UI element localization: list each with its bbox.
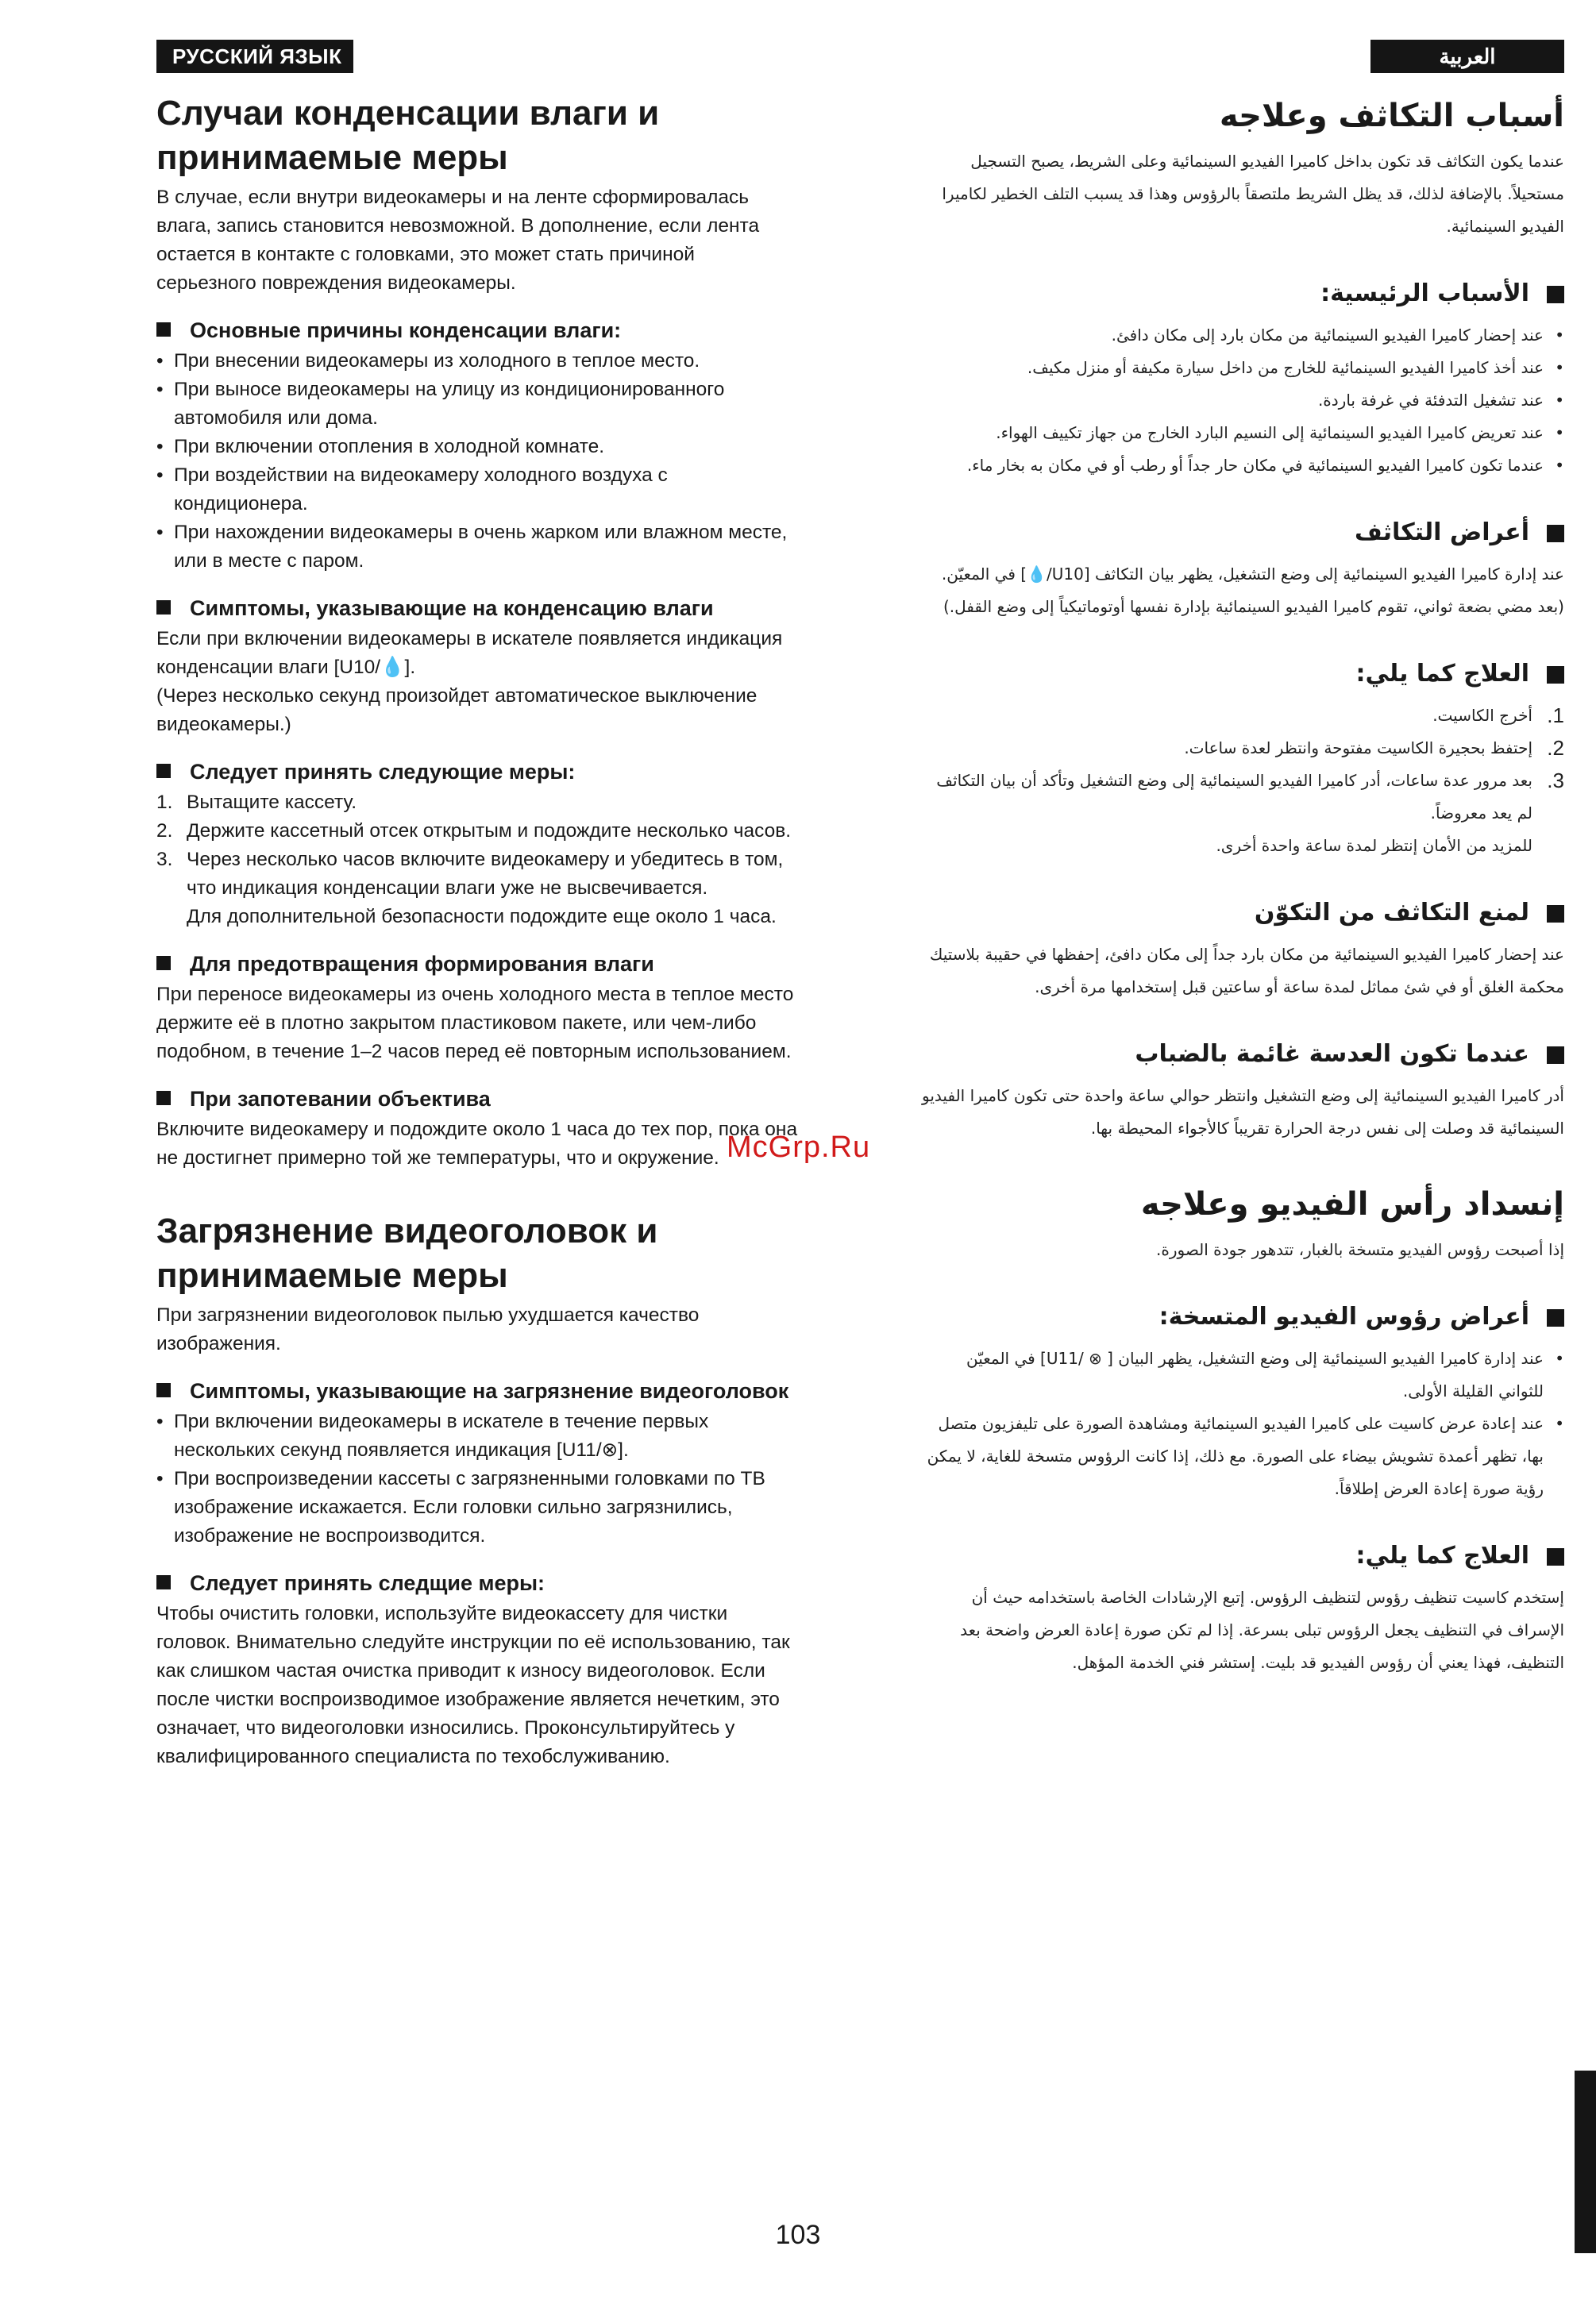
list-item: • عند تشغيل التدفئة في غرفة باردة.	[919, 384, 1564, 417]
russian-language-tag: РУССКИЙ ЯЗЫК	[156, 40, 353, 73]
list-item: 3. بعد مرور عدة ساعات، أدر كاميرا الفيديو السينمائية إلى وضع التشغيل وتأكد أن بيان التكاثف لم يعد معروضاً. للمزيد من الأمان إنتظر لمدة ساعة واحدة أخرى.	[936, 769, 1564, 855]
head-cleaning-text: Чтобы очистить головки, используйте видеокассету для чистки головок. Внимательно следуйте инструкции по её использованию, так как слишком частая очистка приводит к износу видеоголовок. Если после чистки воспроизводимое изображение является нечетким, это означает, что видеоголовки износились. Проконсультируйтесь у квалифицированного специалиста по техобслуживанию.	[156, 1603, 790, 1767]
measures-note-ar: للمزيد من الأمان إنتظر لمدة ساعة واحدة أخرى.	[1216, 836, 1532, 855]
head-clogging-intro: При загрязнении видеоголовок пылью ухудшается качество изображения.	[156, 1304, 700, 1354]
head-clogging-title: Загрязнение видеоголовок и принимаемые меры	[156, 1212, 658, 1295]
symptoms-note: (Через несколько секунд произойдет автоматическое выключение видеокамеры.)	[156, 685, 758, 735]
dirty-heads-symptoms-heading-ar: أعراض رؤوس الفيديو المتسخة:	[919, 1300, 1564, 1335]
symptoms-note-ar: (بعد مضي بضعة ثواني، تقوم كاميرا الفيديو السينمائية بإدارة نفسها أوتوماتيكياً إلى وضع القفل.)	[943, 597, 1564, 616]
causes-list-ar	[919, 319, 1564, 482]
list-item: 2. إحتفظ بحجيرة الكاسيت مفتوحة وانتظر لعدة ساعات.	[1184, 736, 1564, 760]
head-cleaning-heading: Следует принять следщие меры:	[156, 1568, 800, 1598]
russian-column	[156, 91, 800, 1771]
list-item: • عند إعادة عرض كاسيت على كاميرا الفيديو السينمائية ومشاهدة الصورة على تليفزيون متصل بها، تظهر أعمدة تشويش بيضاء على الصورة. مع ذلك، إذا كانت الرؤوس متسخة للغاية، لا يمكن رؤية صورة إعادة العرض إطلاقاً.	[919, 1408, 1564, 1505]
causes-heading-ar: الأسباب الرئيسية:	[919, 276, 1564, 311]
dirty-heads-symptoms-heading: Симптомы, указывающие на загрязнение видеоголовок	[156, 1376, 800, 1406]
list-item: 1. Вытащите кассету.	[156, 792, 357, 813]
lens-fog-heading: При запотевании объектива	[156, 1084, 800, 1114]
measures-heading-ar: العلاج كما يلي:	[919, 657, 1564, 692]
list-item: 2. Держите кассетный отсек открытым и подождите несколько часов.	[156, 820, 792, 842]
list-item: • При воздействии на видеокамеру холодного воздуха с кондиционера.	[156, 461, 800, 518]
arabic-column	[919, 91, 1564, 1679]
list-item: • При внесении видеокамеры из холодного в теплое место.	[156, 347, 800, 376]
symptoms-heading-ar: أعراض التكاثف	[919, 515, 1564, 550]
watermark: McGrp.Ru	[727, 1131, 871, 1164]
list-item: 3. Через несколько часов включите видеокамеру и убедитесь в том, что индикация конденсации влаги уже не высвечивается. Для дополнительной безопасности подождите еще около 1 часа.	[156, 849, 784, 927]
list-item: • عند إدارة كاميرا الفيديو السينمائية إلى وضع التشغيل، يظهر البيان [ ⊗ /U11] في المعيّن للثواني القليلة الأولى.	[919, 1343, 1564, 1408]
list-item: • При воспроизведении кассеты с загрязненными головками по ТВ изображение искажается. Если головки сильно загрязнились, изображение не воспроизводится.	[156, 1465, 800, 1551]
head-clogging-intro-ar: إذا أصبحت رؤوس الفيديو متسخة بالغبار، تتدهور جودة الصورة.	[1156, 1240, 1564, 1259]
page-number: 103	[775, 2220, 821, 2250]
arabic-language-tag: العربية	[1370, 40, 1564, 73]
prevent-heading: Для предотвращения формирования влаги	[156, 949, 800, 979]
condensation-title: Случаи конденсации влаги и принимаемые меры	[156, 94, 660, 177]
condensation-intro-ar: عندما يكون التكاثف قد تكون بداخل كاميرا الفيديو السينمائية وعلى الشريط، يصبح التسجيل مستحيلاً. بالإضافة لذلك، قد يظل الشريط ملتصقاً بالرؤوس وهذا قد يسبب التلف الخطير لكاميرا الفيديو السينمائية.	[942, 152, 1564, 236]
symptoms-text: Если при включении видеокамеры в искателе появляется индикация конденсации влаги [U10/💧].	[156, 628, 783, 678]
dirty-heads-symptoms-list-ar	[919, 1343, 1564, 1505]
list-item: • عند أخذ كاميرا الفيديو السينمائية للخارج من داخل سيارة مكيفة أو منزل مكيف.	[919, 352, 1564, 384]
dirty-heads-symptoms-list	[156, 1408, 800, 1551]
measures-list-ar	[919, 699, 1564, 862]
condensation-title-ar: أسباب التكاثف وعلاجه	[1219, 98, 1564, 134]
head-clogging-title-ar: إنسداد رأس الفيديو وعلاجه	[1140, 1186, 1564, 1223]
prevent-heading-ar: لمنع التكاثف من التكوّن	[919, 896, 1564, 930]
head-cleaning-heading-ar: العلاج كما يلي:	[919, 1539, 1564, 1574]
condensation-intro: В случае, если внутри видеокамеры и на ленте сформировалась влага, запись становится невозможной. В дополнение, если лента остается в контакте с головками, это может стать причиной серьезного повреждения видеокамеры.	[156, 187, 760, 294]
causes-list	[156, 347, 800, 576]
list-item: • عند إحضار كاميرا الفيديو السينمائية من مكان بارد إلى مكان دافئ.	[919, 319, 1564, 352]
measures-heading: Следует принять следующие меры:	[156, 757, 800, 787]
symptoms-heading: Симптомы, указывающие на конденсацию влаги	[156, 593, 800, 623]
measures-list	[156, 788, 800, 931]
list-item: • عند تعريض كاميرا الفيديو السينمائية إلى النسيم البارد الخارج من جهاز تكييف الهواء.	[919, 417, 1564, 449]
measures-note: Для дополнительной безопасности подождите еще около 1 часа.	[187, 906, 777, 927]
lens-fog-text: Включите видеокамеру и подождите около 1 часа до тех пор, пока она не достигнет примерно той же температуры, что и окружение.	[156, 1119, 798, 1169]
prevent-text: При переносе видеокамеры из очень холодного места в теплое место держите её в плотно закрытом пластиковом пакете, или чем-либо подобном, в течение 1–2 часов перед её повторным использованием.	[156, 984, 794, 1062]
list-item: • При нахождении видеокамеры в очень жарком или влажном месте, или в месте с паром.	[156, 518, 800, 576]
list-item: • При включении отопления в холодной комнате.	[156, 433, 800, 461]
list-item: • عندما تكون كاميرا الفيديو السينمائية في مكان حار جداً أو رطب أو في مكان به بخار ماء.	[919, 449, 1564, 482]
list-item: • При выносе видеокамеры на улицу из кондиционированного автомобиля или дома.	[156, 376, 800, 433]
causes-heading: Основные причины конденсации влаги:	[156, 315, 800, 345]
head-cleaning-text-ar: إستخدم كاسيت تنظيف رؤوس لتنظيف الرؤوس. إتبع الإرشادات الخاصة باستخدامه حيث أن الإسراف في التنظيف يجعل الرؤوس تبلى بسرعة. إذا لم تكن صورة إعادة العرض واضحة بعد التنظيف، فهذا يعني أن رؤوس الفيديو قد بليت. إستشر فني الخدمة المؤهل.	[960, 1588, 1564, 1672]
list-item: • При включении видеокамеры в искателе в течение первых нескольких секунд появляется индикация [U11/⊗].	[156, 1408, 800, 1465]
lens-fog-text-ar: أدر كاميرا الفيديو السينمائية إلى وضع التشغيل وانتظر حوالي ساعة واحدة حتى تكون كاميرا الفيديو السينمائية قد وصلت إلى نفس درجة الحرارة تقريباً كالأجواء المحيطة بها.	[922, 1086, 1564, 1138]
symptoms-text-ar: عند إدارة كاميرا الفيديو السينمائية إلى وضع التشغيل، يظهر بيان التكاثف [U10/💧] في المعيّن.	[941, 564, 1564, 584]
lens-fog-heading-ar: عندما تكون العدسة غائمة بالضباب	[919, 1037, 1564, 1072]
prevent-text-ar: عند إحضار كاميرا الفيديو السينمائية من مكان بارد جداً إلى مكان دافئ، إحفظها في حقيبة بلاستيك محكمة الغلق أو في شئ مماثل لمدة ساعة أو ساعتين قبل إستخدامها مرة أخرى.	[929, 945, 1564, 996]
list-item: 1. أخرج الكاسيت.	[1432, 703, 1564, 727]
